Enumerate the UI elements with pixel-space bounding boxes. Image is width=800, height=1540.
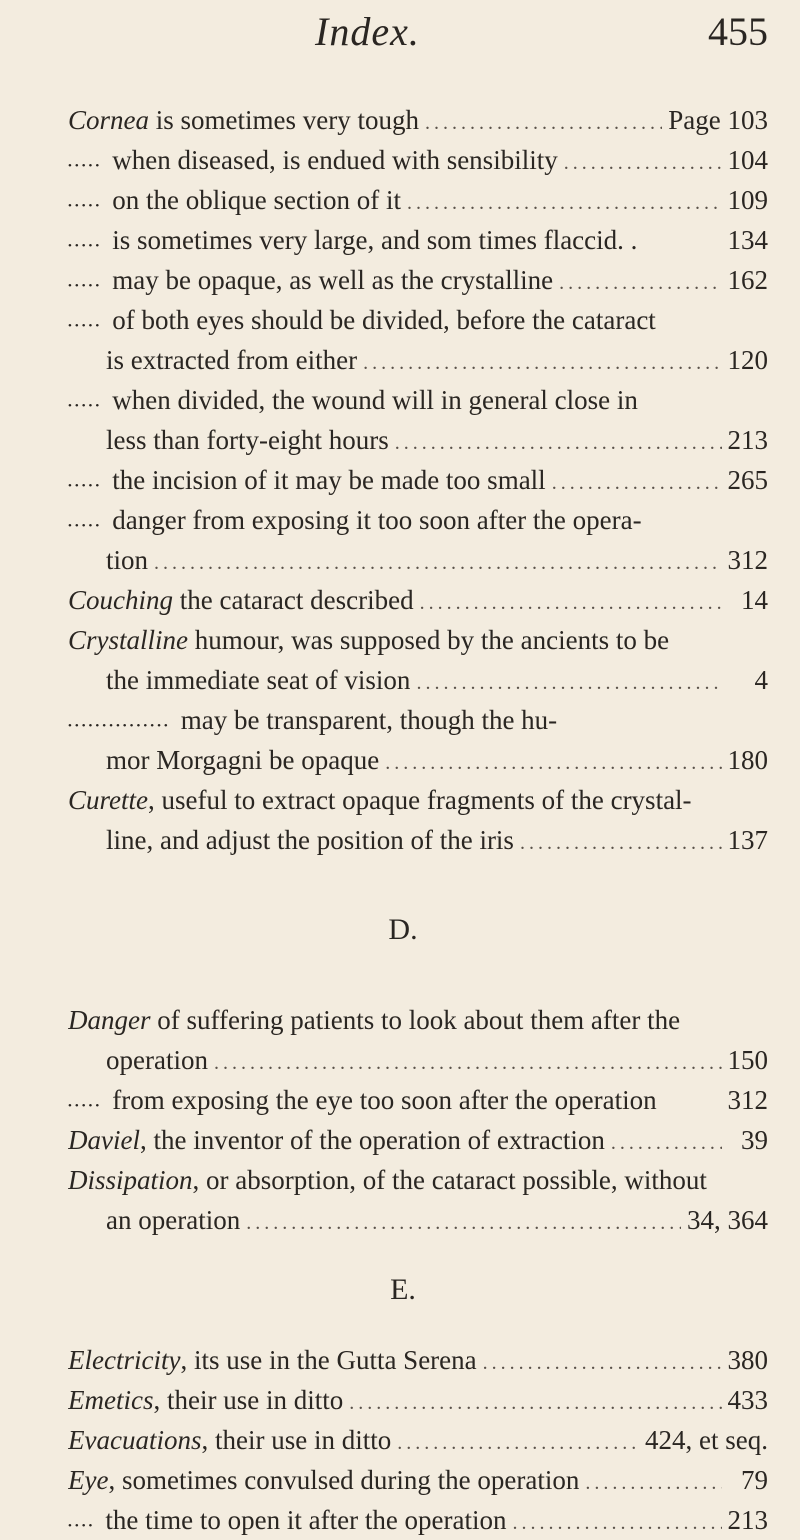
index-entry: operation ..... 150 [68, 1040, 768, 1080]
index-entry: ••••• is sometimes very large, and som times flaccid. . 134 [68, 220, 768, 260]
index-entry: Curette, useful to extract opaque fragments of the crystal- [68, 785, 692, 815]
index-entry: Dissipation, or absorption, of the cataract possible, without [68, 1165, 707, 1195]
index-entry: Couching the cataract described ..... 14 [68, 580, 768, 620]
page-title: Index. [315, 9, 420, 54]
index-entry: ••••• of both eyes should be divided, before the cataract [68, 300, 768, 340]
index-entry: ••••• may be opaque, as well as the crystalline ..... 162 [68, 260, 768, 300]
index-entry: ••••• the incision of it may be made too small ..... 265 [68, 460, 768, 500]
index-entry: ••••• on the oblique section of it ..... 109 [68, 180, 768, 220]
index-entry: Daviel, the inventor of the operation of extraction ..... 39 [68, 1120, 768, 1160]
index-entry: ••••• may be transparent, though the hu- [68, 700, 768, 740]
index-entry: is extracted from either ..... 120 [68, 340, 768, 380]
index-entry: Crystalline humour, was supposed by the ancients to be [68, 625, 670, 655]
index-entry: Eye, sometimes convulsed during the operation ..... 79 [68, 1460, 768, 1500]
index-entries [68, 100, 768, 1540]
index-entry: •••• the time to open it after the operation ..... 213 [68, 1500, 768, 1540]
index-entry: ••••• when divided, the wound will in general close in [68, 380, 768, 420]
section-letter-e: E. [390, 1273, 416, 1306]
index-entry: an operation ..... 34, 364 [68, 1200, 768, 1240]
index-entry: Cornea is sometimes very tough ..... Page 103 [68, 100, 768, 140]
page-number: 455 [708, 9, 768, 54]
index-entry: ••••• danger from exposing it too soon after the opera- [68, 500, 768, 540]
index-entry: line, and adjust the position of the iris ..... 137 [68, 820, 768, 860]
index-entry: Evacuations, their use in ditto ..... 424, et seq. [68, 1420, 768, 1460]
index-entry: mor Morgagni be opaque ..... 180 [68, 740, 768, 780]
index-entry: the immediate seat of vision ..... 4 [68, 660, 768, 700]
index-entry: Danger of suffering patients to look about them after the [68, 1005, 681, 1035]
index-entry: Emetics, their use in ditto ..... 433 [68, 1380, 768, 1420]
index-entry: tion ..... 312 [68, 540, 768, 580]
index-entry: ••••• when diseased, is endued with sensibility ..... 104 [68, 140, 768, 180]
index-entry: ••••• from exposing the eye too soon after the operation 312 [68, 1080, 768, 1120]
section-letter-d: D. [388, 913, 418, 946]
page-header [0, 8, 800, 68]
index-entry: less than forty-eight hours ..... 213 [68, 420, 768, 460]
index-entry: Electricity, its use in the Gutta Serena ..... 380 [68, 1340, 768, 1380]
